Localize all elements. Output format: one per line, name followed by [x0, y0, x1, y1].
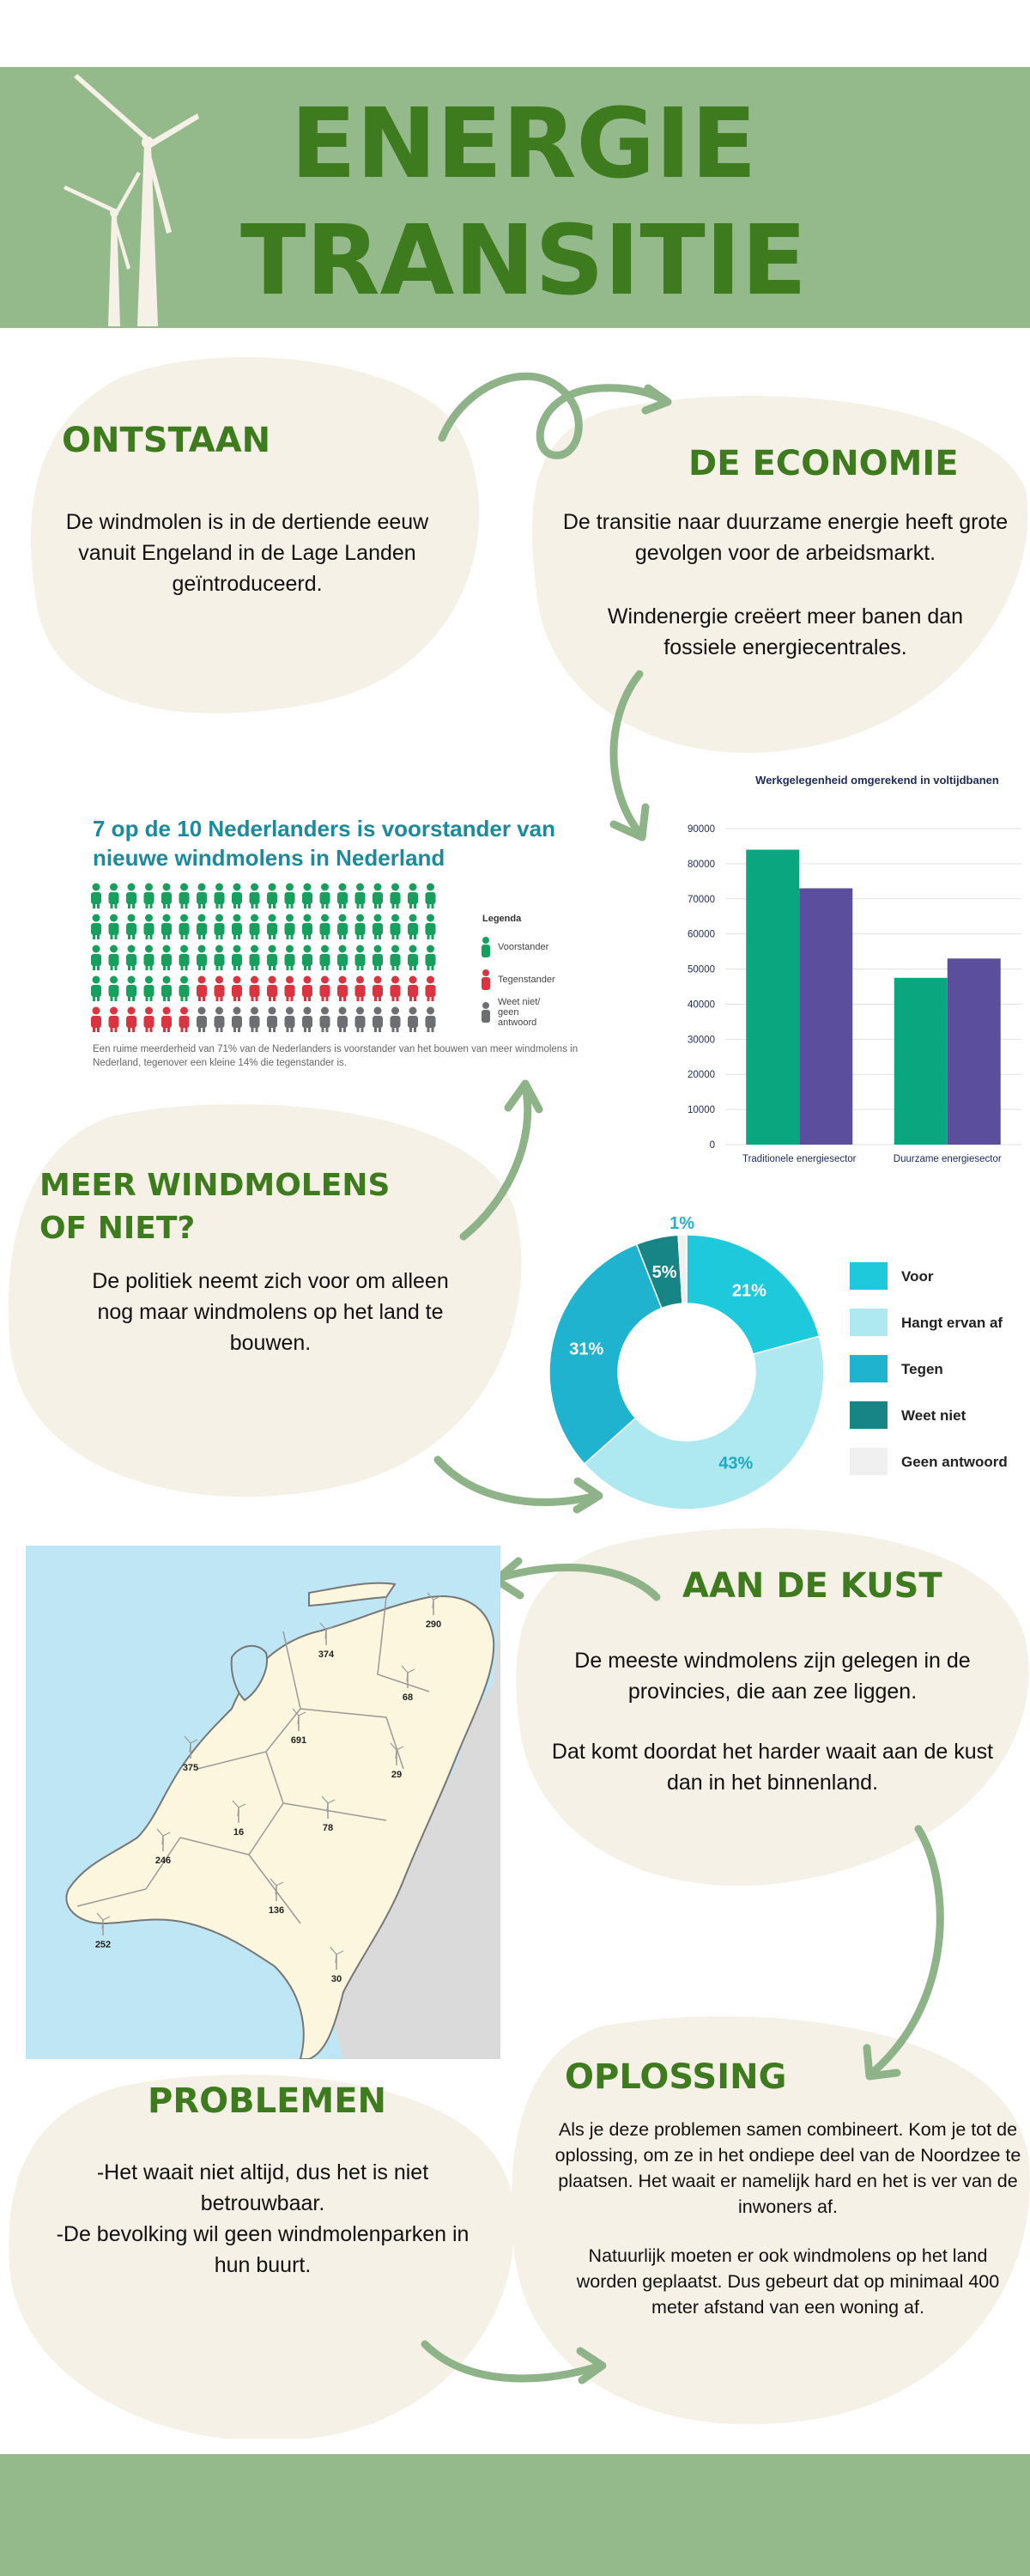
person-icon — [479, 969, 493, 990]
person-icon-tegenstander — [373, 976, 383, 1002]
person-icon-weet-niet — [302, 1007, 312, 1033]
person-icon-voorstander — [391, 914, 401, 940]
map-region-count: 290 — [425, 1619, 442, 1630]
person-icon-tegenstander — [302, 976, 312, 1002]
person-icon-voorstander — [373, 945, 383, 971]
person-icon-voorstander — [355, 884, 366, 909]
person-icon-tegenstander — [91, 1007, 101, 1033]
person-icon-voorstander — [109, 976, 119, 1002]
map-region-count: 30 — [330, 1974, 342, 1984]
person-icon-weet-niet — [197, 1007, 207, 1033]
y-tick-label: 80000 — [688, 859, 715, 870]
person-icon-voorstander — [285, 945, 295, 971]
person-icon-voorstander — [426, 914, 436, 940]
bar — [746, 850, 799, 1145]
person-icon-weet-niet — [337, 1007, 348, 1033]
person-icon-voorstander — [179, 976, 190, 1002]
person-icon-voorstander — [337, 884, 348, 909]
y-tick-label: 50000 — [688, 964, 715, 975]
person-icon-voorstander — [126, 884, 136, 909]
map-region-count: 375 — [182, 1763, 199, 1773]
map-region-count: 136 — [268, 1905, 285, 1916]
x-tick-label: Traditionele energiesector — [742, 1154, 857, 1164]
employment-bar-chart — [661, 764, 1030, 1219]
person-icon-tegenstander — [355, 976, 366, 1002]
person-icon-tegenstander — [250, 976, 260, 1002]
person-icon-tegenstander — [197, 976, 207, 1002]
person-icon-voorstander — [109, 884, 119, 909]
person-icon-tegenstander — [408, 976, 418, 1002]
donut-slice-label: 5% — [651, 1262, 677, 1282]
people-chart-grid — [89, 883, 467, 1037]
person-icon-voorstander — [109, 945, 119, 971]
donut-legend-swatch — [850, 1262, 888, 1290]
person-icon-voorstander — [161, 884, 172, 909]
oplossing-text-1: Als je deze problemen samen combineert. Kom je tot de oplossing, om ze in het ondiepe deel van de Noordzee te plaatsen. Het waait er namelijk hard en het is ver van de inwoners af. — [554, 2119, 1021, 2217]
person-icon-tegenstander — [144, 1007, 154, 1033]
person-icon-weet-niet — [408, 1007, 418, 1033]
netherlands-map — [26, 1546, 500, 2059]
donut-slice-label: 43% — [718, 1454, 754, 1473]
kust-text-2: Dat komt doordat het harder waait aan de kust dan in het binnenland. — [551, 1740, 994, 1795]
person-icon-voorstander — [337, 914, 348, 940]
person-icon-weet-niet — [355, 1007, 366, 1033]
people-legend-item — [479, 996, 573, 1029]
person-icon-tegenstander — [109, 1007, 119, 1033]
person-icon-voorstander — [320, 945, 330, 971]
page-title-line1: ENERGIE — [290, 88, 757, 200]
y-tick-label: 40000 — [688, 999, 715, 1011]
person-icon-weet-niet — [391, 1007, 401, 1033]
person-icon-weet-niet — [232, 1007, 242, 1033]
donut-legend-label: Voor — [901, 1268, 934, 1285]
person-icon-voorstander — [215, 914, 225, 940]
meer-title: MEER WINDMOLENS OF NIET? — [39, 1168, 391, 1246]
person-icon-voorstander — [91, 945, 101, 971]
economie-text-1: De transitie naar duurzame energie heeft grote gevolgen voor de arbeidsmarkt. — [562, 510, 1009, 565]
person-icon-voorstander — [161, 945, 172, 971]
map-region-count: 374 — [318, 1649, 335, 1660]
opinion-donut-chart — [541, 1209, 1030, 1518]
person-icon-tegenstander — [320, 976, 330, 1002]
person-icon-voorstander — [408, 914, 418, 940]
ontstaan-title: ONTSTAAN — [62, 421, 271, 460]
donut-slice-label: 31% — [569, 1340, 604, 1359]
person-icon-voorstander — [197, 884, 207, 909]
person-icon-voorstander — [179, 884, 190, 909]
person-icon-voorstander — [161, 914, 172, 940]
people-legend-label: Voorstander — [498, 942, 549, 952]
donut-legend-swatch — [850, 1401, 888, 1429]
person-icon-voorstander — [408, 884, 418, 909]
map-region-count: 29 — [391, 1770, 403, 1780]
person-icon-voorstander — [197, 914, 207, 940]
donut-slice-label: 1% — [670, 1214, 695, 1234]
person-icon-voorstander — [161, 976, 172, 1002]
person-icon-tegenstander — [426, 976, 436, 1002]
problemen-title: PROBLEMEN — [148, 2081, 387, 2121]
person-icon-voorstander — [285, 914, 295, 940]
person-icon-weet-niet — [285, 1007, 295, 1033]
person-icon-voorstander — [302, 945, 312, 971]
bar — [948, 958, 1001, 1145]
donut-legend-swatch — [850, 1448, 888, 1475]
map-region-count: 691 — [290, 1735, 307, 1746]
donut-legend-label: Hangt ervan af — [901, 1315, 1003, 1331]
person-icon-voorstander — [320, 884, 330, 909]
person-icon-voorstander — [267, 945, 277, 971]
person-icon-tegenstander — [232, 976, 242, 1002]
person-icon — [479, 937, 493, 957]
y-tick-label: 70000 — [688, 894, 715, 905]
y-tick-label: 60000 — [688, 929, 715, 940]
person-icon-voorstander — [232, 945, 242, 971]
person-icon-voorstander — [426, 884, 436, 909]
person-icon-voorstander — [285, 884, 295, 909]
person-icon-voorstander — [302, 914, 312, 940]
people-legend-title: Legenda — [482, 914, 522, 924]
y-tick-label: 30000 — [688, 1035, 715, 1046]
person-icon-tegenstander — [337, 976, 348, 1002]
person-icon-voorstander — [144, 884, 154, 909]
person-icon-voorstander — [91, 914, 101, 940]
map-region-count: 68 — [402, 1692, 414, 1703]
person-icon-voorstander — [355, 914, 366, 940]
person-icon-voorstander — [144, 914, 154, 940]
person-icon-voorstander — [215, 945, 225, 971]
y-tick-label: 10000 — [688, 1105, 715, 1116]
person-icon-voorstander — [373, 884, 383, 909]
kust-title: AAN DE KUST — [682, 1566, 942, 1606]
person-icon-tegenstander — [126, 1007, 136, 1033]
person-icon — [479, 1002, 493, 1023]
person-icon-voorstander — [232, 914, 242, 940]
person-icon-weet-niet — [320, 1007, 330, 1033]
person-icon-voorstander — [91, 884, 101, 909]
person-icon-tegenstander — [285, 976, 295, 1002]
people-legend-item — [479, 963, 573, 996]
problemen-text: -Het waait niet altijd, dus het is niet betrouwbaar. -De bevolking wil geen windmolenparken in hun buurt. — [56, 2160, 470, 2277]
map-region-count: 246 — [154, 1856, 172, 1866]
person-icon-voorstander — [250, 945, 260, 971]
meer-text: De politiek neemt zich voor om alleen nog maar windmolens op het land te bouwen. — [92, 1269, 449, 1355]
person-icon-voorstander — [126, 914, 136, 940]
person-icon-voorstander — [126, 976, 136, 1002]
people-legend-label: Tegenstander — [498, 975, 555, 985]
page-title-line2: TRANSITIE — [240, 205, 807, 317]
kust-text-1: De meeste windmolens zijn gelegen in de provincies, die aan zee liggen. — [574, 1649, 971, 1704]
person-icon-weet-niet — [267, 1007, 277, 1033]
person-icon-voorstander — [179, 945, 190, 971]
donut-slice-label: 21% — [731, 1281, 766, 1301]
bar — [799, 889, 852, 1145]
person-icon-voorstander — [144, 945, 154, 971]
person-icon-voorstander — [302, 884, 312, 909]
donut-legend-label: Tegen — [901, 1361, 943, 1377]
person-icon-tegenstander — [215, 976, 225, 1002]
person-icon-voorstander — [391, 945, 401, 971]
person-icon-voorstander — [408, 945, 418, 971]
person-icon-tegenstander — [161, 1007, 172, 1033]
person-icon-weet-niet — [250, 1007, 260, 1033]
people-chart-title: 7 op de 10 Nederlanders is voorstander van nieuwe windmolens in Nederland — [93, 816, 555, 871]
person-icon-voorstander — [197, 945, 207, 971]
person-icon-voorstander — [267, 884, 277, 909]
person-icon-voorstander — [391, 884, 401, 909]
person-icon-voorstander — [373, 914, 383, 940]
bar — [894, 978, 948, 1145]
person-icon-tegenstander — [179, 1007, 190, 1033]
person-icon-voorstander — [355, 945, 366, 971]
donut-legend-label: Geen antwoord — [901, 1454, 1008, 1470]
x-tick-label: Duurzame energiesector — [893, 1154, 1002, 1164]
y-tick-label: 90000 — [688, 824, 715, 835]
person-icon-voorstander — [232, 884, 242, 909]
person-icon-voorstander — [215, 884, 225, 909]
ontstaan-text: De windmolen is in de dertiende eeuw vanuit Engeland in de Lage Landen geïntroduceerd. — [65, 510, 429, 596]
person-icon-weet-niet — [426, 1007, 436, 1033]
person-icon-voorstander — [109, 914, 119, 940]
person-icon-voorstander — [126, 945, 136, 971]
oplossing-title: OPLOSSING — [565, 2057, 787, 2097]
map-region-count: 78 — [322, 1823, 334, 1833]
economie-text-2: Windenergie creëert meer banen dan fossiele energiecentrales. — [607, 605, 964, 659]
oplossing-text-2: Natuurlijk moeten er ook windmolens op het land worden geplaatst. Dus gebeurt dat op minimaal 400 meter afstand van een woning af. — [576, 2245, 1000, 2318]
economie-title: DE ECONOMIE — [688, 444, 959, 483]
person-icon-voorstander — [91, 976, 101, 1002]
donut-legend-swatch — [850, 1309, 888, 1336]
person-icon-weet-niet — [215, 1007, 225, 1033]
map-region-count: 252 — [94, 1940, 112, 1950]
person-icon-tegenstander — [391, 976, 401, 1002]
y-tick-label: 20000 — [688, 1070, 715, 1081]
person-icon-voorstander — [179, 914, 190, 940]
person-icon-voorstander — [267, 914, 277, 940]
person-icon-voorstander — [250, 914, 260, 940]
bar-chart-title: Werkgelegenheid omgerekend in voltijdbanen — [755, 774, 999, 787]
person-icon-voorstander — [144, 976, 154, 1002]
donut-legend-swatch — [850, 1355, 888, 1382]
people-legend — [479, 931, 573, 1029]
footer-band — [0, 2454, 1030, 2576]
person-icon-voorstander — [250, 884, 260, 909]
donut-legend-label: Weet niet — [901, 1407, 966, 1424]
person-icon-voorstander — [337, 945, 348, 971]
map-region-count: 16 — [233, 1827, 245, 1838]
people-chart-caption: Een ruime meerderheid van 71% van de Nederlanders is voorstander van het bouwen van meer windmolens in Nederland, tegenover een kleine 14% die tegenstander is. — [93, 1044, 579, 1068]
person-icon-voorstander — [320, 914, 330, 940]
person-icon-weet-niet — [373, 1007, 383, 1033]
people-legend-label: Weet niet/ geen antwoord — [498, 997, 541, 1028]
person-icon-voorstander — [426, 945, 436, 971]
people-legend-item — [479, 931, 573, 963]
person-icon-tegenstander — [267, 976, 277, 1002]
y-tick-label: 0 — [709, 1140, 715, 1151]
